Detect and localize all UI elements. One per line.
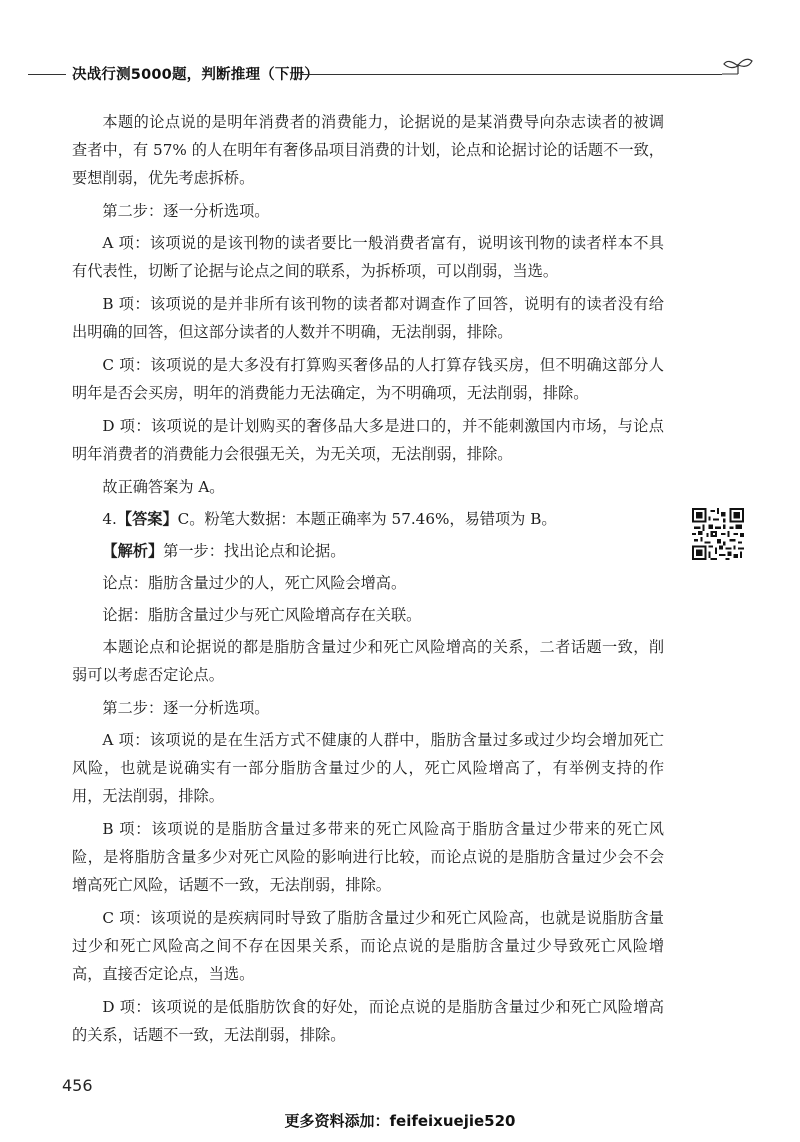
paragraph: C 项：该项说的是大多没有打算购买奢侈品的人打算存钱买房，但不明确这部分人明年是否会买房，明年的消费能力无法确定，为不明确项，无法削弱，排除。 <box>72 356 664 402</box>
answer-label: 【答案】 <box>116 510 178 528</box>
header-rule-left <box>28 74 66 75</box>
paragraph: 故正确答案为 A。 <box>102 478 225 496</box>
qr-code-icon[interactable] <box>692 508 744 560</box>
page-number: 456 <box>62 1076 93 1095</box>
paragraph: A 项：该项说的是在生活方式不健康的人群中，脂肪含量过多或过少均会增加死亡风险，也就是说确实有一部分脂肪含量过少的人，死亡风险增高了，有举例支持的作用，无法削弱，排除。 <box>72 731 664 805</box>
page-body <box>72 108 664 1054</box>
answer-text: C。粉笔大数据：本题正确率为 57.46%，易错项为 B。 <box>177 510 557 528</box>
paragraph: B 项：该项说的是并非所有该刊物的读者都对调查作了回答，说明有的读者没有给出明确的回答，但这部分读者的人数并不明确，无法削弱，排除。 <box>72 295 664 341</box>
footer-note: 更多资料添加：feifeixuejie520 <box>284 1112 516 1130</box>
paragraph: 本题论点和论据说的都是脂肪含量过少和死亡风险增高的关系，二者话题一致，削弱可以考虑否定论点。 <box>72 638 664 684</box>
paragraph: B 项：该项说的是脂肪含量过多带来的死亡风险高于脂肪含量过少带来的死亡风险，是将脂肪含量多少对死亡风险的影响进行比较，而论点说的是脂肪含量过少会不会增高死亡风险，话题不一致，无法削弱，排除。 <box>72 820 664 894</box>
paragraph: 论据：脂肪含量过少与死亡风险增高存在关联。 <box>102 606 422 624</box>
analysis-text: 第一步：找出论点和论据。 <box>163 542 346 560</box>
paragraph: 第二步：逐一分析选项。 <box>102 699 270 717</box>
paragraph: 本题的论点说的是明年消费者的消费能力，论据说的是某消费导向杂志读者的被调查者中，有 57% 的人在明年有奢侈品项目消费的计划，论点和论据讨论的话题不一致，要想削弱，优先考虑拆桥。 <box>72 113 664 187</box>
paragraph: D 项：该项说的是低脂肪饮食的好处，而论点说的是脂肪含量过少和死亡风险增高的关系，话题不一致，无法削弱，排除。 <box>72 998 664 1044</box>
paragraph: 论点：脂肪含量过少的人，死亡风险会增高。 <box>102 574 407 592</box>
header-rule-right <box>300 74 722 75</box>
question-number: 4. <box>102 510 117 528</box>
analysis-label: 【解析】 <box>102 542 164 560</box>
paragraph: C 项：该项说的是疾病同时导致了脂肪含量过少和死亡风险高，也就是说脂肪含量过少和死亡风险高之间不存在因果关系，而论点说的是脂肪含量过少导致死亡风险增高，直接否定论点，当选。 <box>72 909 664 983</box>
header-title: 决战行测5000题，判断推理（下册） <box>72 67 319 83</box>
paragraph: 第二步：逐一分析选项。 <box>102 202 270 220</box>
answer-line <box>72 505 664 533</box>
paragraph: A 项：该项说的是该刊物的读者要比一般消费者富有，说明该刊物的读者样本不具有代表性，切断了论据与论点之间的联系，为拆桥项，可以削弱，当选。 <box>72 234 664 280</box>
running-header <box>0 54 800 94</box>
sprout-icon <box>716 56 756 88</box>
paragraph: D 项：该项说的是计划购买的奢侈品大多是进口的，并不能刺激国内市场，与论点明年消费者的消费能力会很强无关，为无关项，无法削弱，排除。 <box>72 417 664 463</box>
analysis-line <box>72 537 664 565</box>
